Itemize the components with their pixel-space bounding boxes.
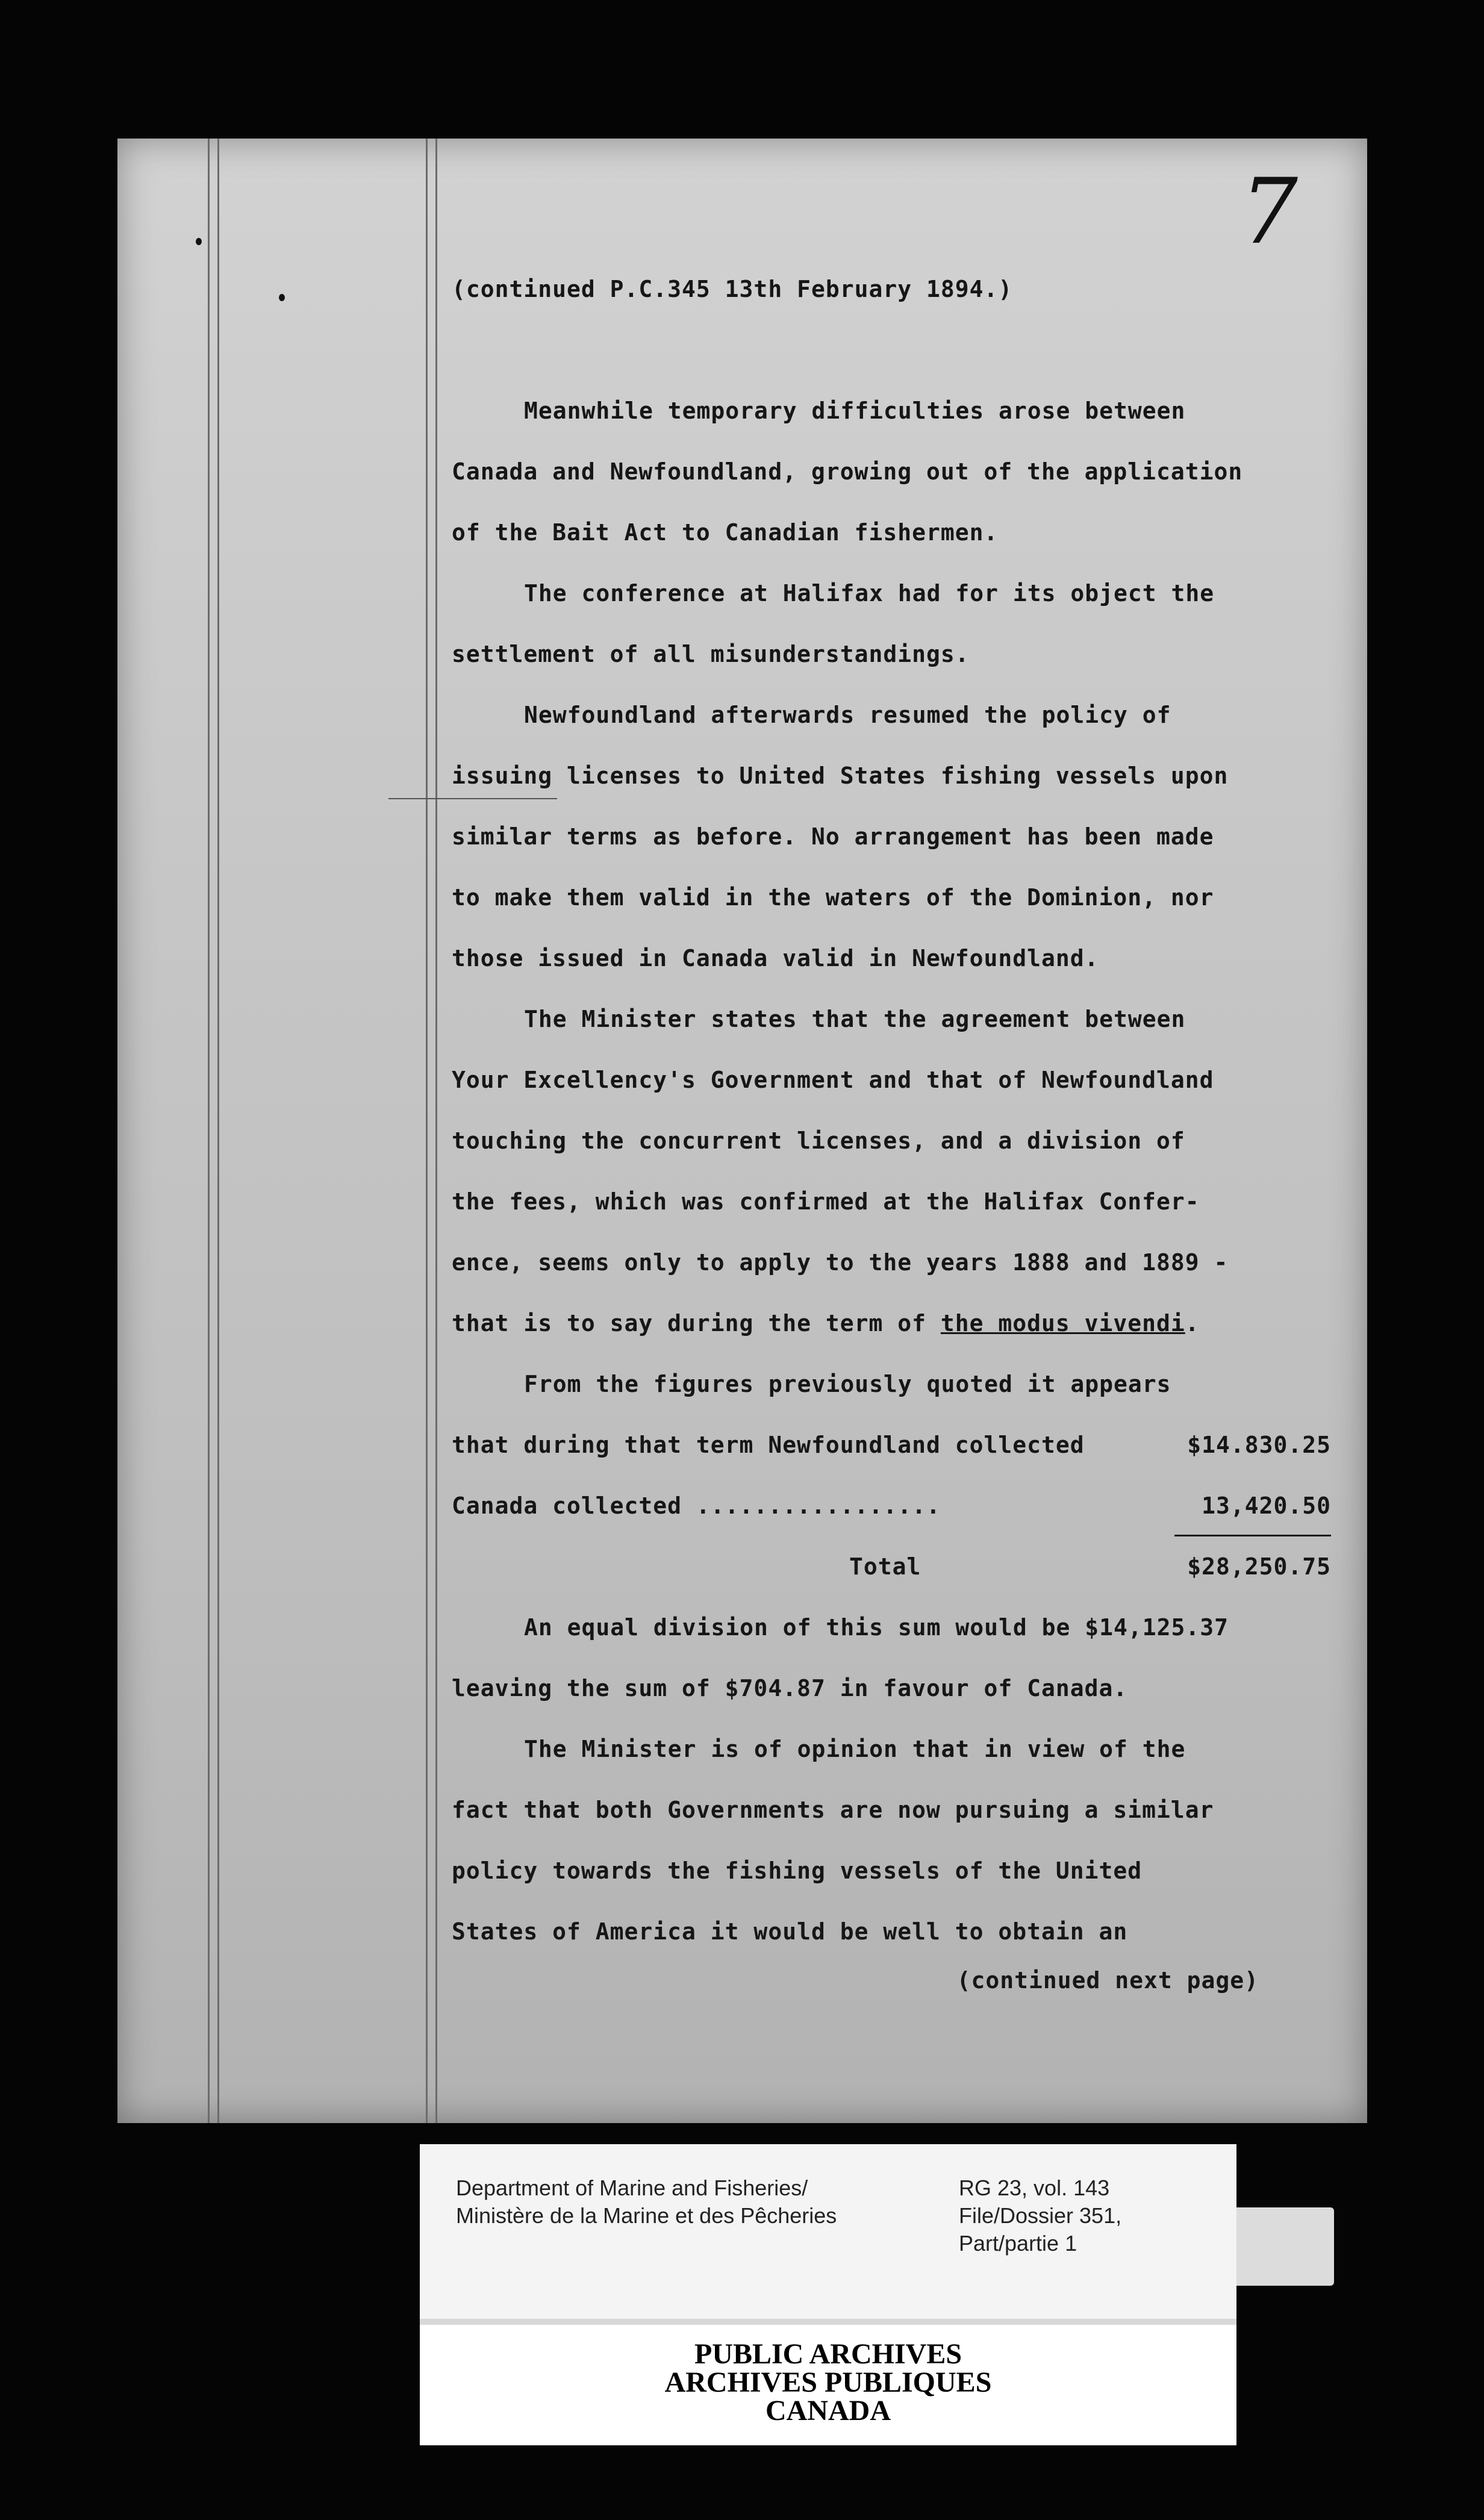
text-fragment: that is to say during the term of	[452, 1310, 941, 1336]
text-line: the fees, which was confirmed at the Halifax Confer-	[452, 1188, 1200, 1215]
total-label: Total	[849, 1553, 921, 1580]
text-line: Meanwhile temporary difficulties arose between	[524, 398, 1186, 424]
text-line: fact that both Governments are now pursuing a similar	[452, 1797, 1214, 1823]
margin-rule	[435, 139, 437, 2123]
row-label: that during that term Newfoundland collected	[452, 1432, 1085, 1458]
newfoundland-row	[452, 1415, 1331, 1476]
text-line: States of America it would be well to obtain an	[452, 1918, 1128, 1945]
text-line: to make them valid in the waters of the Dominion, nor	[452, 884, 1214, 911]
margin-rule	[426, 139, 428, 2123]
row-amount: $14.830.25	[1187, 1432, 1331, 1458]
document-page	[117, 139, 1367, 2123]
part-number: Part/partie 1	[959, 2231, 1077, 2256]
text-line: leaving the sum of $704.87 in favour of Canada.	[452, 1675, 1128, 1701]
text-line: settlement of all misunderstandings.	[452, 641, 970, 667]
department-english: Department of Marine and Fisheries/	[456, 2175, 808, 2200]
modus-vivendi-line	[452, 1293, 1331, 1354]
page-number: 7	[1240, 160, 1298, 264]
text-line: The conference at Halifax had for its object the	[524, 580, 1215, 607]
row-label: Canada collected .................	[452, 1492, 941, 1519]
document-text	[452, 259, 1331, 1998]
margin-rule	[217, 139, 219, 2123]
margin-rule	[208, 139, 210, 2123]
row-amount: 13,420.50	[1174, 1488, 1331, 1536]
text-line: Canada and Newfoundland, growing out of the application	[452, 458, 1243, 485]
file-number: File/Dossier 351,	[959, 2203, 1122, 2228]
text-fragment: .	[1185, 1310, 1200, 1336]
text-line: similar terms as before. No arrangement has been made	[452, 823, 1214, 850]
stamp-line: PUBLIC ARCHIVES	[694, 2338, 962, 2370]
record-group: RG 23, vol. 143	[959, 2175, 1110, 2200]
film-tab	[1223, 2207, 1334, 2286]
department-french: Ministère de la Marine et des Pêcheries	[456, 2203, 837, 2228]
text-line: From the figures previously quoted it appears	[524, 1371, 1171, 1397]
ink-dot	[279, 294, 285, 301]
text-line: The Minister states that the agreement between	[524, 1006, 1186, 1032]
continued-header: (continued P.C.345 13th February 1894.)	[452, 276, 1013, 302]
text-line: ence, seems only to apply to the years 1888 and 1889 -	[452, 1249, 1229, 1276]
public-archives-stamp	[420, 2325, 1236, 2445]
total-row	[452, 1536, 1331, 1597]
text-line: Newfoundland afterwards resumed the policy of	[524, 702, 1171, 728]
department-name	[456, 2174, 837, 2230]
text-line: of the Bait Act to Canadian fishermen.	[452, 519, 999, 546]
text-line: policy towards the fishing vessels of the United	[452, 1857, 1143, 1884]
continued-footer: (continued next page)	[956, 1967, 1259, 1994]
text-line: issuing licenses to United States fishing vessels upon	[452, 763, 1229, 789]
stamp-line: CANADA	[765, 2395, 891, 2427]
canada-row	[452, 1476, 1331, 1536]
text-line: An equal division of this sum would be $14,125.37	[524, 1614, 1229, 1641]
archive-reference-label	[420, 2144, 1236, 2319]
text-line: touching the concurrent licenses, and a division of	[452, 1127, 1185, 1154]
text-line: The Minister is of opinion that in view of the	[524, 1736, 1186, 1762]
label-divider	[420, 2319, 1236, 2325]
ink-dot	[196, 238, 202, 245]
stamp-line: ARCHIVES PUBLIQUES	[664, 2366, 992, 2398]
record-reference	[959, 2174, 1121, 2257]
text-line: Your Excellency's Government and that of Newfoundland	[452, 1067, 1214, 1093]
underlined-term: the modus vivendi	[940, 1310, 1185, 1336]
total-amount: $28,250.75	[1187, 1553, 1331, 1580]
text-line: those issued in Canada valid in Newfoundland.	[452, 945, 1099, 972]
